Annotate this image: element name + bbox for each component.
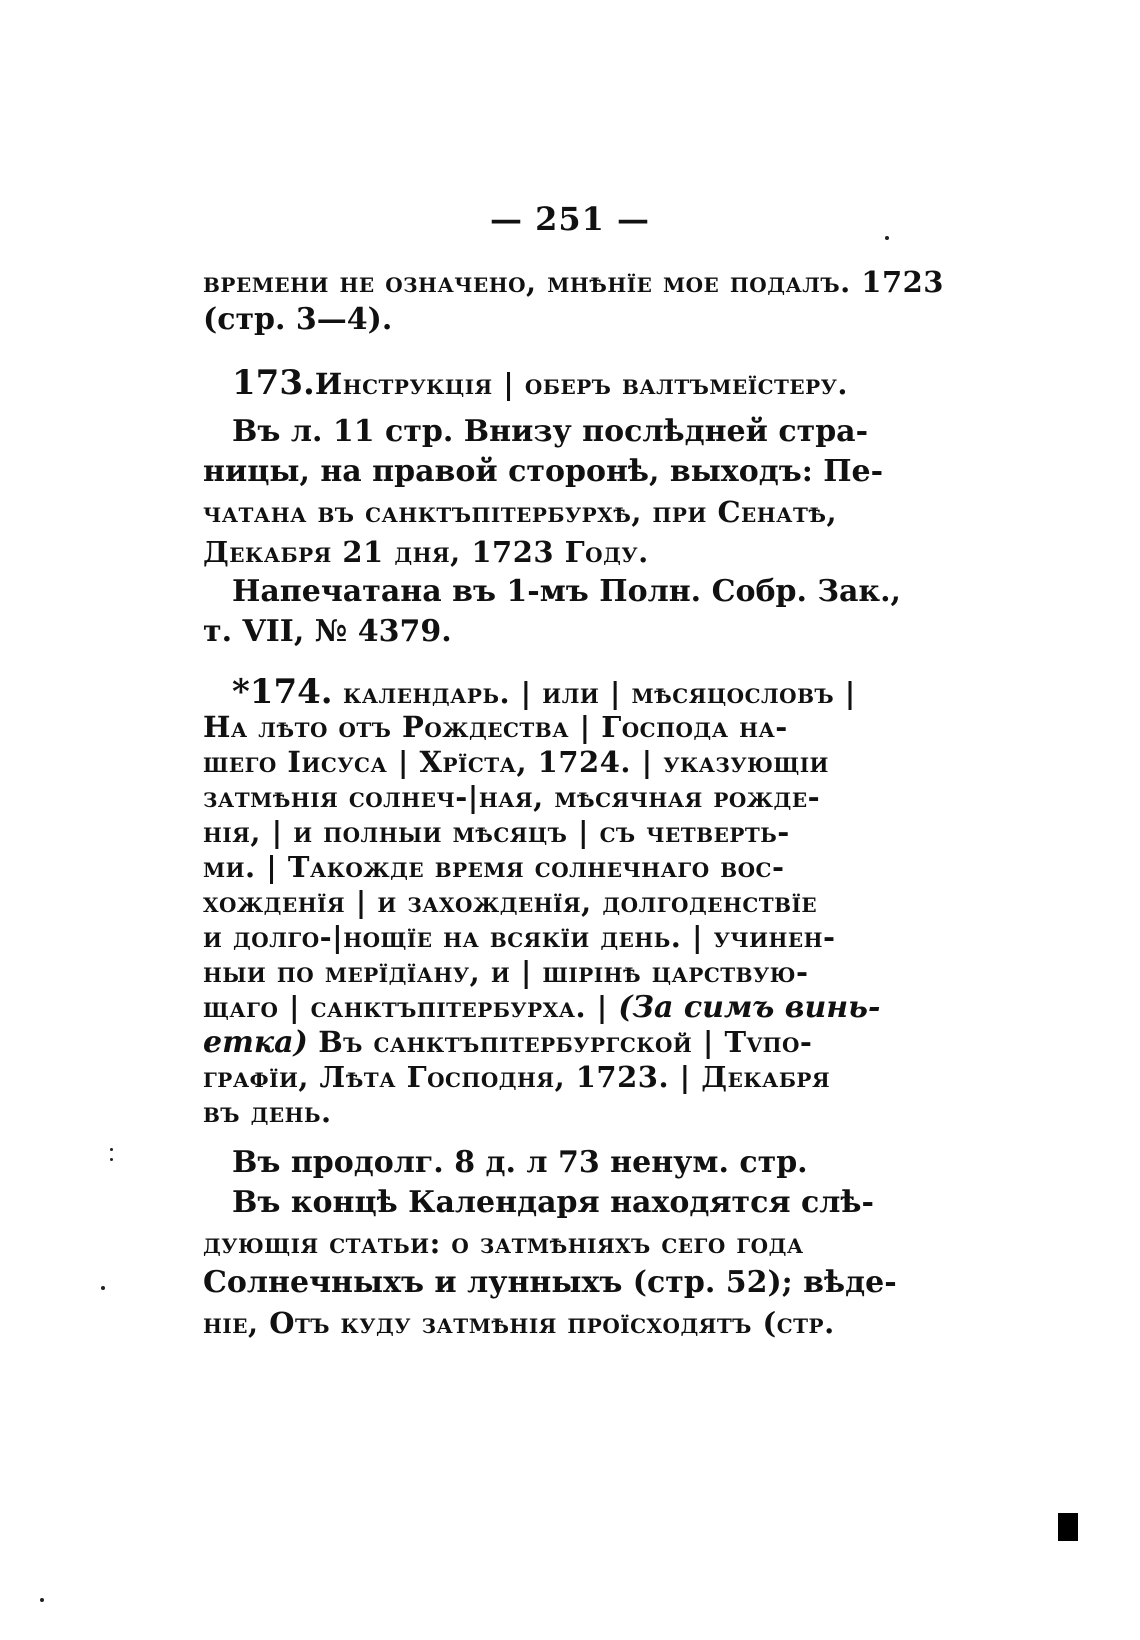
text-line: нiе, Отъ куду затмѣнiя проïсходятъ (стр. — [203, 1306, 835, 1340]
text-line: ныи по мерïдïану, и | шiрiнѣ царствую- — [203, 955, 809, 989]
text-line: Въ л. 11 стр. Внизу послѣдней стра- — [232, 414, 869, 449]
page-number: — 251 — — [489, 200, 651, 238]
entry-173-heading — [232, 363, 848, 405]
text-line: Въ продолг. 8 д. л 73 ненум. стр. — [232, 1145, 808, 1180]
text-line: времени не означено, мнѣнïе мое подалъ. 1723 — [203, 265, 944, 299]
italic-note: етка) — [203, 1025, 308, 1060]
text-segment: щаго | санктъпiтербурха. | — [203, 990, 608, 1024]
text-line: Въ концѣ Календаря находятся слѣ- — [232, 1185, 874, 1220]
text-line: дующiя статьи: о затмѣнiяхъ сего года — [203, 1226, 804, 1260]
entry-title: Инструкцiя | оберъ валтъмеïстеру. — [314, 367, 848, 401]
text-line: Напечатана въ 1-мъ Полн. Собр. Зак., — [232, 574, 901, 609]
entry-number: 173. — [232, 363, 315, 403]
scan-speck — [110, 1158, 113, 1161]
text-line: ницы, на правой сторонѣ, выходъ: Пе- — [203, 454, 884, 489]
text-line: т. VII, № 4379. — [203, 614, 452, 649]
text-line: шего Iисуса | Хрïста, 1724. | указующiи — [203, 745, 829, 779]
text-line: чатана въ санктъпiтербурхѣ, при Сенатѣ, — [203, 495, 838, 529]
scan-speck — [110, 1148, 113, 1151]
scan-speck — [101, 1286, 105, 1290]
text-line: нiя, | и полныи мѣсяцъ | съ четверть- — [203, 815, 790, 849]
text-line: Декабря 21 дня, 1723 Году. — [203, 535, 649, 569]
text-line: На лѣто отъ Рождества | Господа на- — [203, 710, 788, 744]
scan-speck — [40, 1598, 44, 1602]
text-line: затмѣнiя солнеч-|ная, мѣсячная рожде- — [203, 780, 821, 814]
text-line: Солнечныхъ и лунныхъ (стр. 52); вѣде- — [203, 1265, 897, 1300]
scan-ink-mark — [1058, 1513, 1078, 1541]
text-line: (стр. 3—4). — [203, 302, 393, 337]
scan-speck — [885, 236, 889, 240]
entry-number: *174. — [232, 672, 333, 712]
text-line: графïи, Лѣта Господня, 1723. | Декабря — [203, 1060, 831, 1094]
text-segment: Въ санктъпiтербургской | Тvпо- — [318, 1025, 813, 1059]
text-line: въ день. — [203, 1095, 332, 1129]
italic-note: (За симъ винь- — [618, 990, 881, 1025]
text-line: и долго-|нощïе на всякïи день. | учинен- — [203, 920, 836, 954]
text-line: ми. | Такожде время солнечнаго вос- — [203, 850, 785, 884]
text-line: хожденïя | и захожденïя, долгоденствïе — [203, 885, 818, 919]
entry-title: календарь. | или | мѣсяцословъ | — [343, 676, 856, 710]
